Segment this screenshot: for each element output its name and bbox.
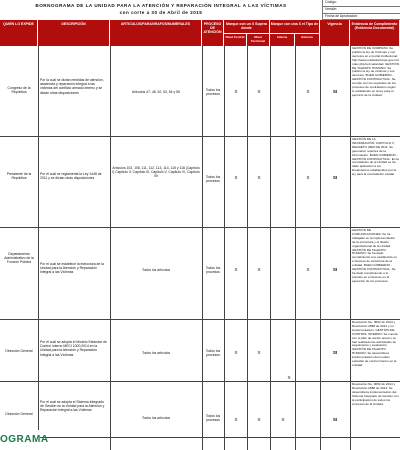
row-vigencia: SI bbox=[332, 89, 338, 94]
row-process: Todos los procesos bbox=[205, 88, 221, 97]
row-mark-externa: X bbox=[306, 89, 310, 94]
row-mark-territorial: X bbox=[257, 350, 261, 355]
row-process: Todos los procesos bbox=[205, 414, 221, 423]
row-description: Por el cual se reglamenta la Ley 1448 de 2011 y se dictan otras disposiciones bbox=[40, 172, 102, 181]
meta-approval-date: Fecha de Aprobación: bbox=[322, 14, 400, 21]
document-title: BORNOGRAMA DE LA UNIDAD PARA LA ATENCIÓN Y REPARACIÓN INTEGRAL A LAS VÍCTIMAS bbox=[35, 3, 287, 8]
subheader-nivel-territorial: Nivel Territorial bbox=[247, 33, 270, 46]
row-vigencia: SI bbox=[332, 417, 338, 422]
col-header-articulos: ARTICULOS/PARAGRAFOS/NUMERALES bbox=[110, 20, 202, 46]
row-mark-externa: X bbox=[306, 175, 310, 180]
row-mark-territorial: X bbox=[257, 417, 261, 422]
subheader-nivel-central: Nivel Central bbox=[224, 33, 247, 46]
row-process: Todos los procesos bbox=[205, 175, 221, 184]
row-issuer: Presidente de la República bbox=[6, 172, 32, 181]
document-subtitle: con corte a 30 de Abril de 2015 bbox=[119, 10, 203, 15]
row-mark-central: X bbox=[234, 350, 238, 355]
row-articles: Todos los artículos bbox=[141, 351, 171, 355]
row-articles: Artículos 47, 48, 52, 53, 54 y 55 bbox=[132, 90, 180, 94]
col-header-marque1: Marque con un X Supera donde bbox=[224, 20, 270, 33]
row-vigencia: SI bbox=[332, 175, 338, 180]
subheader-externa: Externa bbox=[295, 33, 320, 46]
row-articles: Todos los artículos bbox=[141, 416, 171, 420]
row-mark-central: X bbox=[234, 417, 238, 422]
row-description: Por la cual se dictan medidas de atención, asistencia y reparación integral a las víctimas del conflicto armado interno y se dictan otras disposiciones bbox=[40, 78, 104, 95]
row-articles: Todos los artículos bbox=[141, 268, 171, 272]
row-issuer: Dirección General bbox=[5, 349, 33, 353]
meta-version: Versión: bbox=[322, 7, 400, 14]
table-row bbox=[0, 137, 400, 228]
col-header-evidencia: Evidencia de Cumplimiento (Evidencia Documental) bbox=[350, 20, 400, 46]
row-mark-central: X bbox=[234, 175, 238, 180]
footer-logo: OGRAMA bbox=[0, 430, 40, 450]
row-mark-territorial: X bbox=[257, 267, 261, 272]
row-mark-interna: X bbox=[281, 417, 285, 422]
row-description: Por el cual se establece la estructura de la Unidad para la Atención y Reparación Integral a las Víctimas bbox=[40, 262, 104, 275]
col-header-descripcion: DESCRIPCIÓN bbox=[38, 20, 110, 46]
row-mark-interna: X bbox=[287, 375, 291, 380]
col-header-marque2: Marque con una X el Tipo de bbox=[270, 20, 320, 33]
col-header-proceso: PROCESO DE ATENCIÓN bbox=[202, 20, 224, 46]
col-header-vigencia: Vigencia bbox=[320, 20, 350, 46]
row-vigencia: SI bbox=[332, 267, 338, 272]
row-evidence: GESTIÓN DE LA INFORMACIÓN: CAPITULO V DECRETO 4800 DE 2011: Se generaron reportes de la información. BUEN GOBIERNO - GESTIÓN CONTRACTUAL: En la contratación de la Unidad se ha dado aplicación a los lineamientos establecidos por la ley para la contratación estatal. bbox=[352, 137, 399, 177]
row-vigencia: SI bbox=[332, 350, 338, 355]
meta-code: Código: bbox=[322, 0, 400, 7]
row-mark-territorial: X bbox=[257, 89, 261, 94]
row-description: Por el cual se adopta el Sistema Integrado de Gestión en la Unidad para la Atención y Reparación Integral a las Víctimas bbox=[40, 400, 105, 413]
row-evidence: Resolución No. 0052 de 2014 y Resolución 2688 de 2014 y su implementación. GESTIÓN DE CONTROL INTERNO: Se cuenta con el plan de acción anual y se han realizado las actividades de seguimiento y evaluación. GESTIÓN DE TALENTO HUMANO: Se desarrolla la implementación del modelo estándar de control interno en la entidad. bbox=[352, 320, 398, 367]
row-mark-central: X bbox=[234, 267, 238, 272]
row-issuer: Congreso de la República bbox=[7, 86, 31, 95]
subheader-interna: Interna bbox=[270, 33, 295, 46]
row-evidence: GESTIÓN DE COMPRAS: Se publicó la ley de Víctimas y sus decretos en el portal institucional: http://www.unidadvictimas.gov.co/index.php/normatividad. GESTIÓN DE TALENTO HUMANO: Se publicó la ley de víctimas y sus decretos. BUEN GOBIERNO - GESTIÓN CONTRACTUAL: Se cumple con los requisitos de los procesos de contratación según lo establecido en la ley para el ejercicio de la Unidad. bbox=[352, 46, 399, 97]
row-evidence: GESTIÓN DE COMUNICACIONES: Se ha trabajado en la implementación de la estructura y el diseño organizacional de la Unidad. GESTIÓN DE TALENTO HUMANO: Se ha dado cumplimiento a lo establecido en el decreto de estructura de la entidad. BUEN GOBIERNO - GESTIÓN CONTRACTUAL: Se ha dado cumplimiento a lo previsto en el decreto en la ejecución de los procesos. bbox=[352, 228, 397, 283]
row-issuer: Departamento Administrativo de la Función Pública bbox=[4, 252, 34, 265]
row-description: Por el cual se adopta el Modelo Estándar de Control Interno MECI 1000:2014 en la Unidad para la Atención y Reparación Integral a las Víctimas bbox=[40, 340, 107, 357]
row-mark-central: X bbox=[234, 89, 238, 94]
row-articles: Artículos 103, 108, 111, 112, 113, 114, 115 y 118 (Capítulo I) Capítulo II, Capítulo III, Capítulo V, Capítulo VI, Capítulo VII bbox=[112, 166, 200, 179]
row-mark-externa: X bbox=[306, 267, 310, 272]
col-header-quien: QUIEN LO EXPIDE bbox=[0, 20, 38, 46]
row-mark-territorial: X bbox=[257, 175, 261, 180]
row-evidence: Resolución No. 0052 de 2014 y Resolución 2688 de 2014. Se desarrolla la implementación del Sistema Integrado de Gestión con la participación de todos los procesos de la Unidad. bbox=[352, 382, 399, 406]
row-issuer: Dirección General bbox=[5, 412, 33, 416]
row-process: Todos los procesos bbox=[205, 266, 221, 275]
row-process: Todos los procesos bbox=[205, 349, 221, 358]
document-meta-box bbox=[322, 0, 400, 20]
